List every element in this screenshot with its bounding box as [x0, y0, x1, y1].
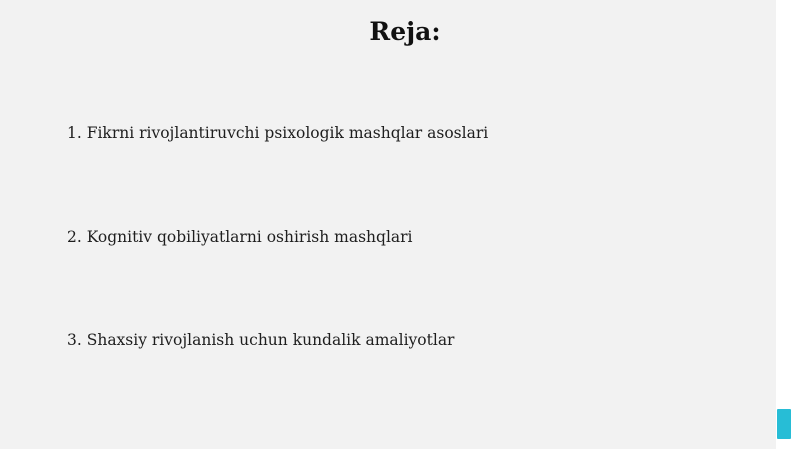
- scrollbar-thumb[interactable]: [777, 409, 791, 439]
- scrollbar-track[interactable]: [776, 0, 800, 449]
- plan-item-1: 1. Fikrni rivojlantiruvchi psixologik mashqlar asoslari: [67, 124, 489, 142]
- slide-title: Reja:: [369, 17, 441, 46]
- plan-item-3: 3. Shaxsiy rivojlanish uchun kundalik amaliyotlar: [67, 331, 455, 349]
- plan-item-2: 2. Kognitiv qobiliyatlarni oshirish mashqlari: [67, 228, 413, 246]
